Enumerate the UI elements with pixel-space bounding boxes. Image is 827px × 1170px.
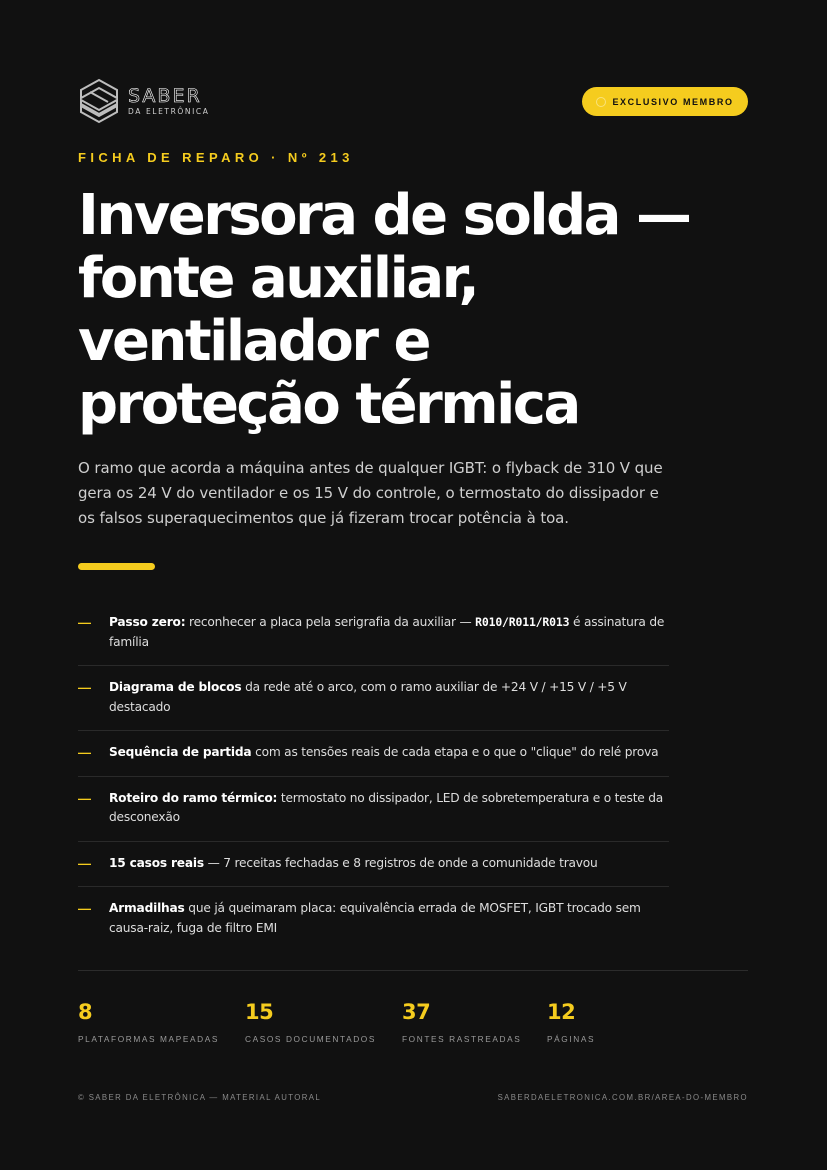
title-line: fonte auxiliar, [78,246,478,311]
accent-bar [78,563,155,570]
badge-label: EXCLUSIVO MEMBRO [612,96,734,107]
title-line: proteção térmica [78,372,579,437]
list-item-body: reconhecer a placa pela serigrafia da auxiliar — [185,615,476,629]
dash-marker: — [78,615,91,630]
stat-pages [547,998,595,1044]
page-title [78,184,768,436]
list-item-text [109,613,669,652]
lede-paragraph: O ramo que acorda a máquina antes de qualquer IGBT: o flyback de 310 V que gera os 24 V do ventilador e os 15 V do controle, o termostato do dissipador e os falsos superaquecimentos que já fizeram trocar potência à toa. [78,459,663,527]
saber-logo-icon [78,78,120,124]
list-item-code: R010/R011/R013 [475,615,570,629]
member-badge [582,87,748,116]
list-item-bold: Diagrama de blocos [109,680,242,694]
list-item-text [109,789,669,828]
list-item-body: que já queimaram placa: equivalência errada de MOSFET, IGBT trocado sem causa-raiz, fuga de filtro EMI [109,901,641,935]
stat-cases [245,998,376,1044]
list-item-bold: 15 casos reais [109,855,204,870]
list-item [78,777,669,842]
feature-list [78,601,669,951]
divider [78,970,748,971]
list-item-text [109,743,658,763]
list-item-text [109,678,669,717]
stat-label: CASOS DOCUMENTADOS [245,1034,376,1044]
list-item-text [109,854,598,874]
list-item-body: da rede até o arco, com o ramo auxiliar de +24 V / +15 V / +5 V destacado [109,680,627,714]
circle-icon [596,97,606,107]
dash-marker: — [78,680,91,695]
list-item-bold: Passo zero: [109,615,186,629]
footer-url: SABERDAELETRONICA.COM.BR/AREA-DO-MEMBRO [497,1093,748,1102]
brand-logo [78,78,210,124]
list-item-body: — 7 receitas fechadas e 8 registros de onde a comunidade travou [203,855,598,870]
kicker-label: FICHA DE REPARO · Nº 213 [78,150,354,165]
stat-label: PÁGINAS [547,1034,596,1044]
list-item [78,842,669,888]
list-item [78,731,669,777]
list-item [78,887,669,951]
stat-value: 8 [78,1000,93,1024]
logo-wordmark: SABER [128,84,202,107]
stat-sources [402,998,521,1044]
dash-marker: — [78,790,91,806]
list-item-bold: Armadilhas [109,901,185,915]
list-item-body: termostato no dissipador, LED de sobretemperatura e o teste da desconexão [109,790,664,824]
dash-marker: — [78,745,91,760]
list-item-bold: Roteiro do ramo térmico: [109,790,278,805]
footer-copyright: © SABER DA ELETRÔNICA — MATERIAL AUTORAL [78,1093,322,1102]
stat-label: FONTES RASTREADAS [402,1034,522,1044]
list-item-tail: é assinatura de família [109,615,665,649]
stat-value: 12 [547,1000,576,1024]
list-item-body: com as tensões reais de cada etapa e o que o "clique" do relé prova [251,745,659,759]
list-item [78,601,669,666]
stat-label: PLATAFORMAS MAPEADAS [78,1034,219,1044]
list-item [78,666,669,731]
stat-value: 37 [402,1000,431,1024]
stat-platforms [78,998,219,1044]
title-line: Inversora de solda — [78,183,690,248]
logo-subtitle: DA ELETRÔNICA [128,106,210,116]
list-item-text [109,899,669,938]
dash-marker: — [78,855,91,871]
stat-value: 15 [245,1000,274,1024]
dash-marker: — [78,901,91,916]
list-item-bold: Sequência de partida [109,745,252,759]
title-line: ventilador e [78,309,429,374]
